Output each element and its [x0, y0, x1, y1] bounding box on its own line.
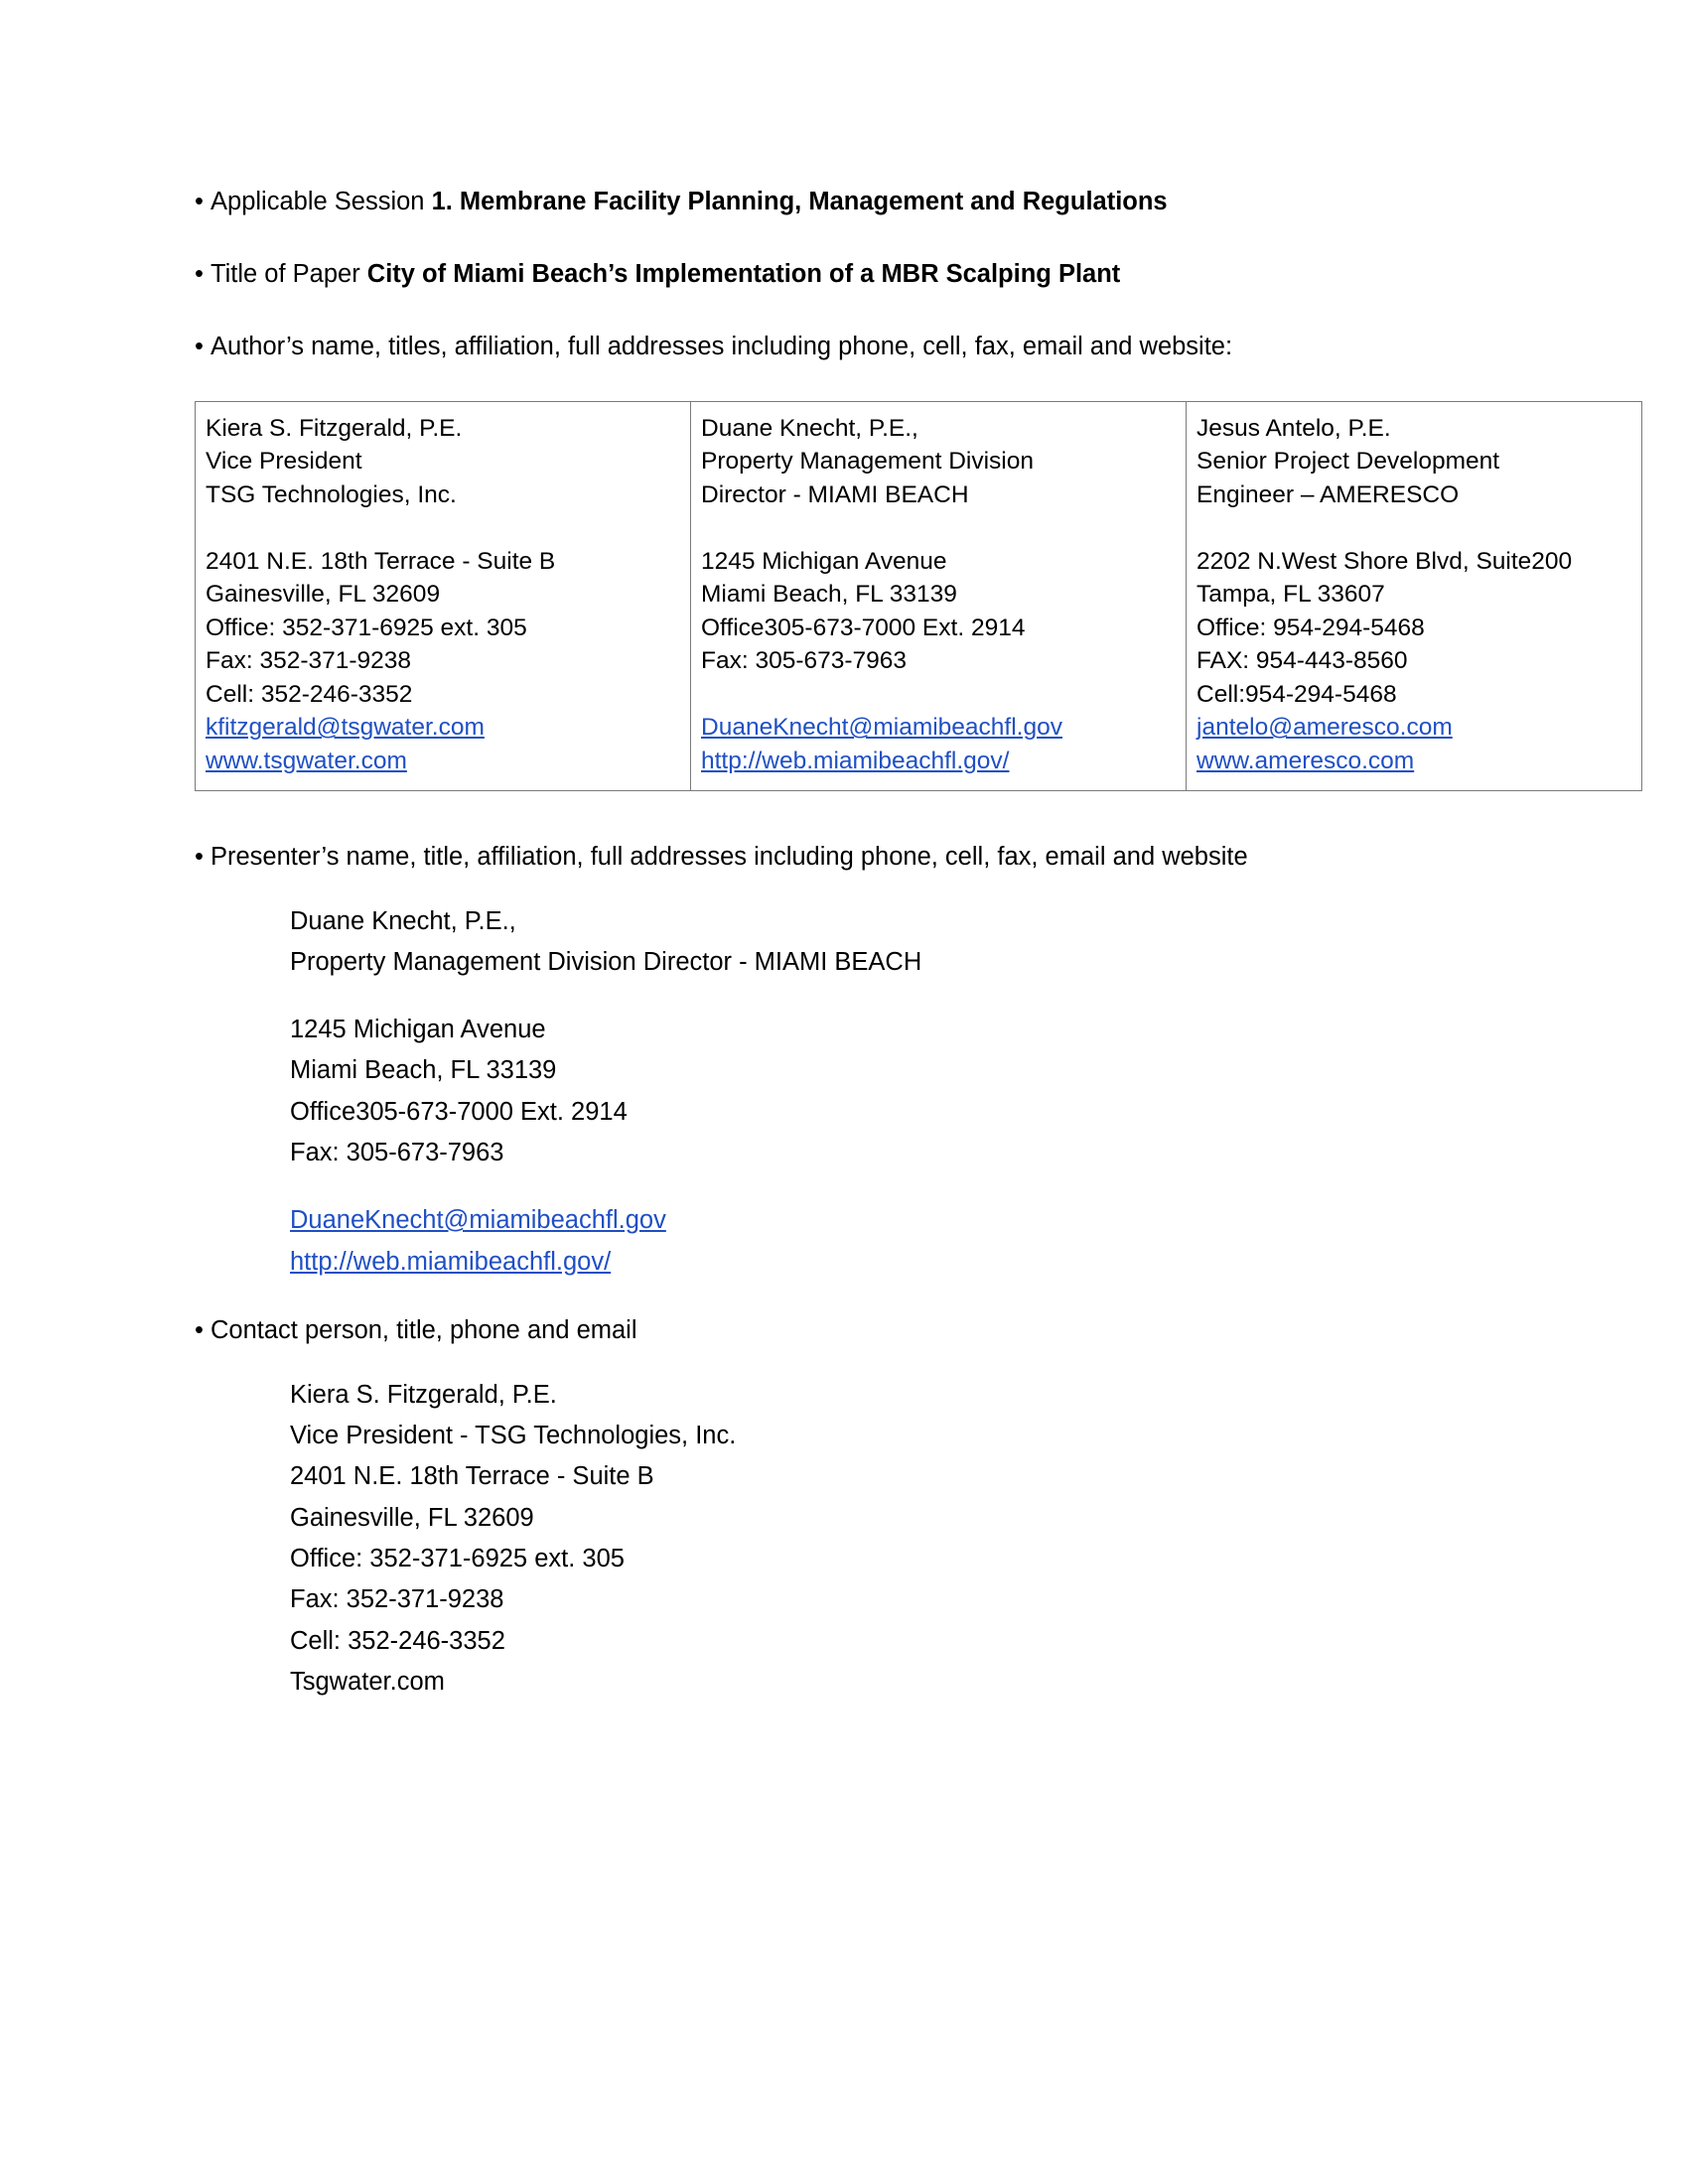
spacer: [290, 983, 1605, 1010]
author-email-link[interactable]: DuaneKnecht@miamibeachfl.gov: [701, 714, 1062, 742]
spacer: [290, 1173, 1605, 1200]
author-role-line2: Director - MIAMI BEACH: [701, 481, 969, 509]
contact-website: Tsgwater.com: [290, 1667, 445, 1696]
session-label: Applicable Session: [211, 188, 432, 215]
contact-role: Vice President - TSG Technologies, Inc.: [290, 1422, 737, 1450]
contact-label: Contact person, title, phone and email: [211, 1315, 637, 1344]
bullet-presenter-heading: [195, 839, 1605, 876]
spacer: [701, 512, 1178, 545]
authors-label: Author’s name, titles, affiliation, full addresses including phone, cell, fax, email and website:: [211, 332, 1233, 360]
presenter-email-link[interactable]: DuaneKnecht@miamibeachfl.gov: [290, 1206, 666, 1235]
session-value: 1. Membrane Facility Planning, Management and Regulations: [431, 188, 1168, 215]
spacer: [1196, 512, 1633, 545]
contact-block: [290, 1375, 1605, 1703]
presenter-role: Property Management Division Director - MIAMI BEACH: [290, 947, 922, 976]
author-address-line1: 1245 Michigan Avenue: [701, 547, 947, 575]
author-cell-2: [691, 401, 1187, 790]
author-fax: FAX: 954-443-8560: [1196, 647, 1408, 675]
presenter-office-phone: Office305-673-7000 Ext. 2914: [290, 1097, 628, 1126]
author-email-link[interactable]: jantelo@ameresco.com: [1196, 714, 1453, 742]
bullet-contact-heading: [195, 1312, 1605, 1349]
spacer: [206, 512, 682, 545]
author-cell-phone: Cell: 352-246-3352: [206, 680, 413, 708]
author-address-line1: 2202 N.West Shore Blvd, Suite200: [1196, 547, 1573, 575]
contact-cell-phone: Cell: 352-246-3352: [290, 1626, 505, 1655]
bullet-marker: •: [195, 1315, 204, 1344]
table-row: [196, 401, 1642, 790]
author-office-phone: Office: 954-294-5468: [1196, 614, 1425, 641]
author-role-line2: TSG Technologies, Inc.: [206, 481, 457, 509]
presenter-label: Presenter’s name, title, affiliation, full addresses including phone, cell, fax, email and website: [211, 842, 1248, 871]
author-cell-phone: [701, 678, 1178, 712]
author-cell-1: [196, 401, 691, 790]
author-cell-phone: Cell:954-294-5468: [1196, 680, 1397, 708]
presenter-name: Duane Knecht, P.E.,: [290, 906, 516, 935]
author-address-line2: Miami Beach, FL 33139: [701, 581, 957, 609]
author-fax: Fax: 352-371-9238: [206, 647, 412, 675]
author-office-phone: Office: 352-371-6925 ext. 305: [206, 614, 527, 641]
author-address-line2: Tampa, FL 33607: [1196, 581, 1385, 609]
contact-address-line2: Gainesville, FL 32609: [290, 1503, 534, 1532]
contact-name: Kiera S. Fitzgerald, P.E.: [290, 1380, 557, 1409]
author-website-link[interactable]: www.tsgwater.com: [206, 747, 407, 774]
author-email-link[interactable]: kfitzgerald@tsgwater.com: [206, 714, 485, 742]
bullet-title-of-paper: [195, 256, 1605, 293]
bullet-marker: •: [195, 188, 204, 215]
author-address-line1: 2401 N.E. 18th Terrace - Suite B: [206, 547, 556, 575]
author-role-line1: Vice President: [206, 448, 362, 476]
bullet-marker: •: [195, 842, 204, 871]
bullet-authors-heading: [195, 329, 1605, 365]
presenter-fax: Fax: 305-673-7963: [290, 1138, 504, 1166]
contact-fax: Fax: 352-371-9238: [290, 1585, 504, 1614]
author-table: [195, 401, 1642, 791]
author-role-line2: Engineer – AMERESCO: [1196, 481, 1460, 509]
author-cell-3: [1187, 401, 1642, 790]
presenter-address-line1: 1245 Michigan Avenue: [290, 1016, 546, 1044]
presenter-block: [290, 901, 1605, 1283]
author-role-line1: Senior Project Development: [1196, 448, 1500, 476]
author-website-link[interactable]: www.ameresco.com: [1196, 747, 1415, 774]
bullet-applicable-session: [195, 184, 1605, 220]
author-name: Jesus Antelo, P.E.: [1196, 414, 1391, 442]
author-name: Duane Knecht, P.E.,: [701, 414, 918, 442]
author-address-line2: Gainesville, FL 32609: [206, 581, 441, 609]
author-role-line1: Property Management Division: [701, 448, 1034, 476]
contact-office-phone: Office: 352-371-6925 ext. 305: [290, 1545, 625, 1573]
presenter-address-line2: Miami Beach, FL 33139: [290, 1056, 557, 1085]
author-office-phone: Office305-673-7000 Ext. 2914: [701, 614, 1026, 641]
contact-address-line1: 2401 N.E. 18th Terrace - Suite B: [290, 1462, 654, 1491]
bullet-marker: •: [195, 332, 204, 360]
title-value: City of Miami Beach’s Implementation of a MBR Scalping Plant: [366, 259, 1121, 288]
document-body: [195, 184, 1605, 1703]
author-fax: Fax: 305-673-7963: [701, 647, 908, 675]
title-label: Title of Paper: [211, 259, 367, 288]
author-website-link[interactable]: http://web.miamibeachfl.gov/: [701, 747, 1010, 774]
author-name: Kiera S. Fitzgerald, P.E.: [206, 414, 463, 442]
bullet-marker: •: [195, 259, 204, 288]
presenter-website-link[interactable]: http://web.miamibeachfl.gov/: [290, 1247, 612, 1276]
